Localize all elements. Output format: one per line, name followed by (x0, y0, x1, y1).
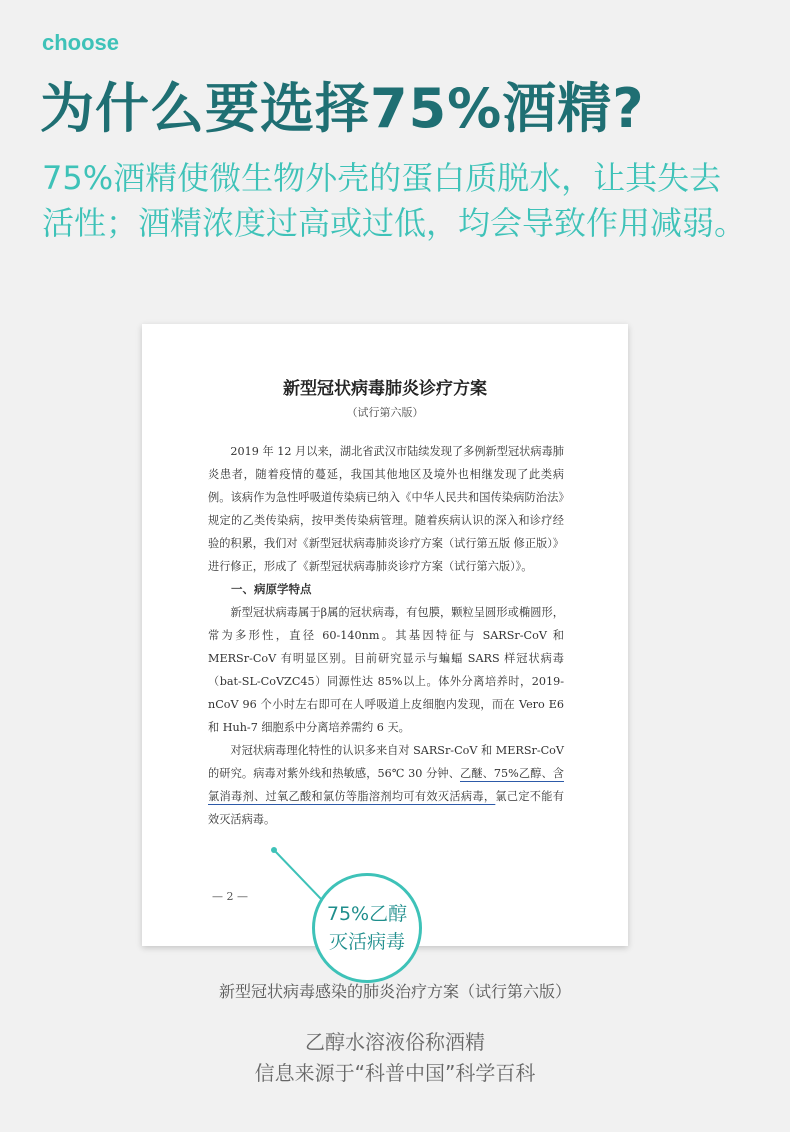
document-body (208, 440, 564, 831)
document-scan (142, 324, 628, 946)
properties-tail-text: 氯己定不能有效灭活病毒。 (208, 790, 564, 826)
callout-line-2: 灭活病毒 (328, 931, 405, 953)
callout-line-1: 75%乙醇 (326, 903, 408, 925)
document-paragraph-properties (208, 739, 564, 831)
document-page-number: — 2 — (212, 890, 248, 903)
footer-line-2: 信息来源于“科普中国”科学百科 (254, 1061, 536, 1085)
document-paragraph-intro: 2019 年 12 月以来，湖北省武汉市陆续发现了多例新型冠状病毒肺炎患者，随着疫情的蔓延，我国其他地区及境外也相继发现了此类病例。该病作为急性呼吸道传染病已纳入《中华人民共和国传染病防治法》规定的乙类传染病，按甲类传染病管理。随着疾病认识的深入和诊疗经验的积累，我们对《新型冠状病毒肺炎诊疗方案（试行第五版 修正版）》进行修正，形成了《新型冠状病毒肺炎诊疗方案（试行第六版）》。 (208, 445, 564, 573)
intro-text: 75%酒精使微生物外壳的蛋白质脱水，让其失去活性；酒精浓度过高或过低，均会导致作用减弱。 (42, 159, 747, 242)
properties-lead-text: 对冠状病毒理化特性的认识多来自对 SARSr-CoV 和 MERSr-CoV 的研究。病毒对紫外线和热敏感，56℃ 30 分钟、 (208, 744, 564, 780)
document-paragraph-pathogen: 新型冠状病毒属于β属的冠状病毒，有包膜，颗粒呈圆形或椭圆形，常为多形性，直径 60-140nm。其基因特征与 SARSr-CoV 和 MERSr-CoV 有明显区别。目前研究显示与蝙蝠 SARS 样冠状病毒（bat-SL-CoVZC45）同源性达 85%以上。体外分离培养时，2019-nCoV 96 个小时左右即可在人呼吸道上皮细胞内发现，而在 Vero E6 和 Huh-7 细胞系中分离培养需约 6 天。 (208, 606, 564, 734)
document-subtitle: （试行第六版） (346, 406, 424, 419)
footer-note (0, 1027, 790, 1089)
page-title: 为什么要选择75%酒精? (40, 77, 645, 140)
document-title: 新型冠状病毒肺炎诊疗方案 (283, 379, 487, 399)
eyebrow-label: choose (42, 30, 120, 55)
highlighted-ethanol-text: 乙醚、75%乙醇、含氯消毒剂、过氧乙酸和氯仿等脂溶剂均可有效灭活病毒， (208, 767, 564, 803)
footer-line-1: 乙醇水溶液俗称酒精 (305, 1030, 485, 1054)
document-section-heading: 一、病原学特点 (231, 582, 312, 596)
document-caption: 新型冠状病毒感染的肺炎治疗方案（试行第六版） (218, 982, 571, 1001)
ethanol-callout-badge (312, 873, 422, 983)
